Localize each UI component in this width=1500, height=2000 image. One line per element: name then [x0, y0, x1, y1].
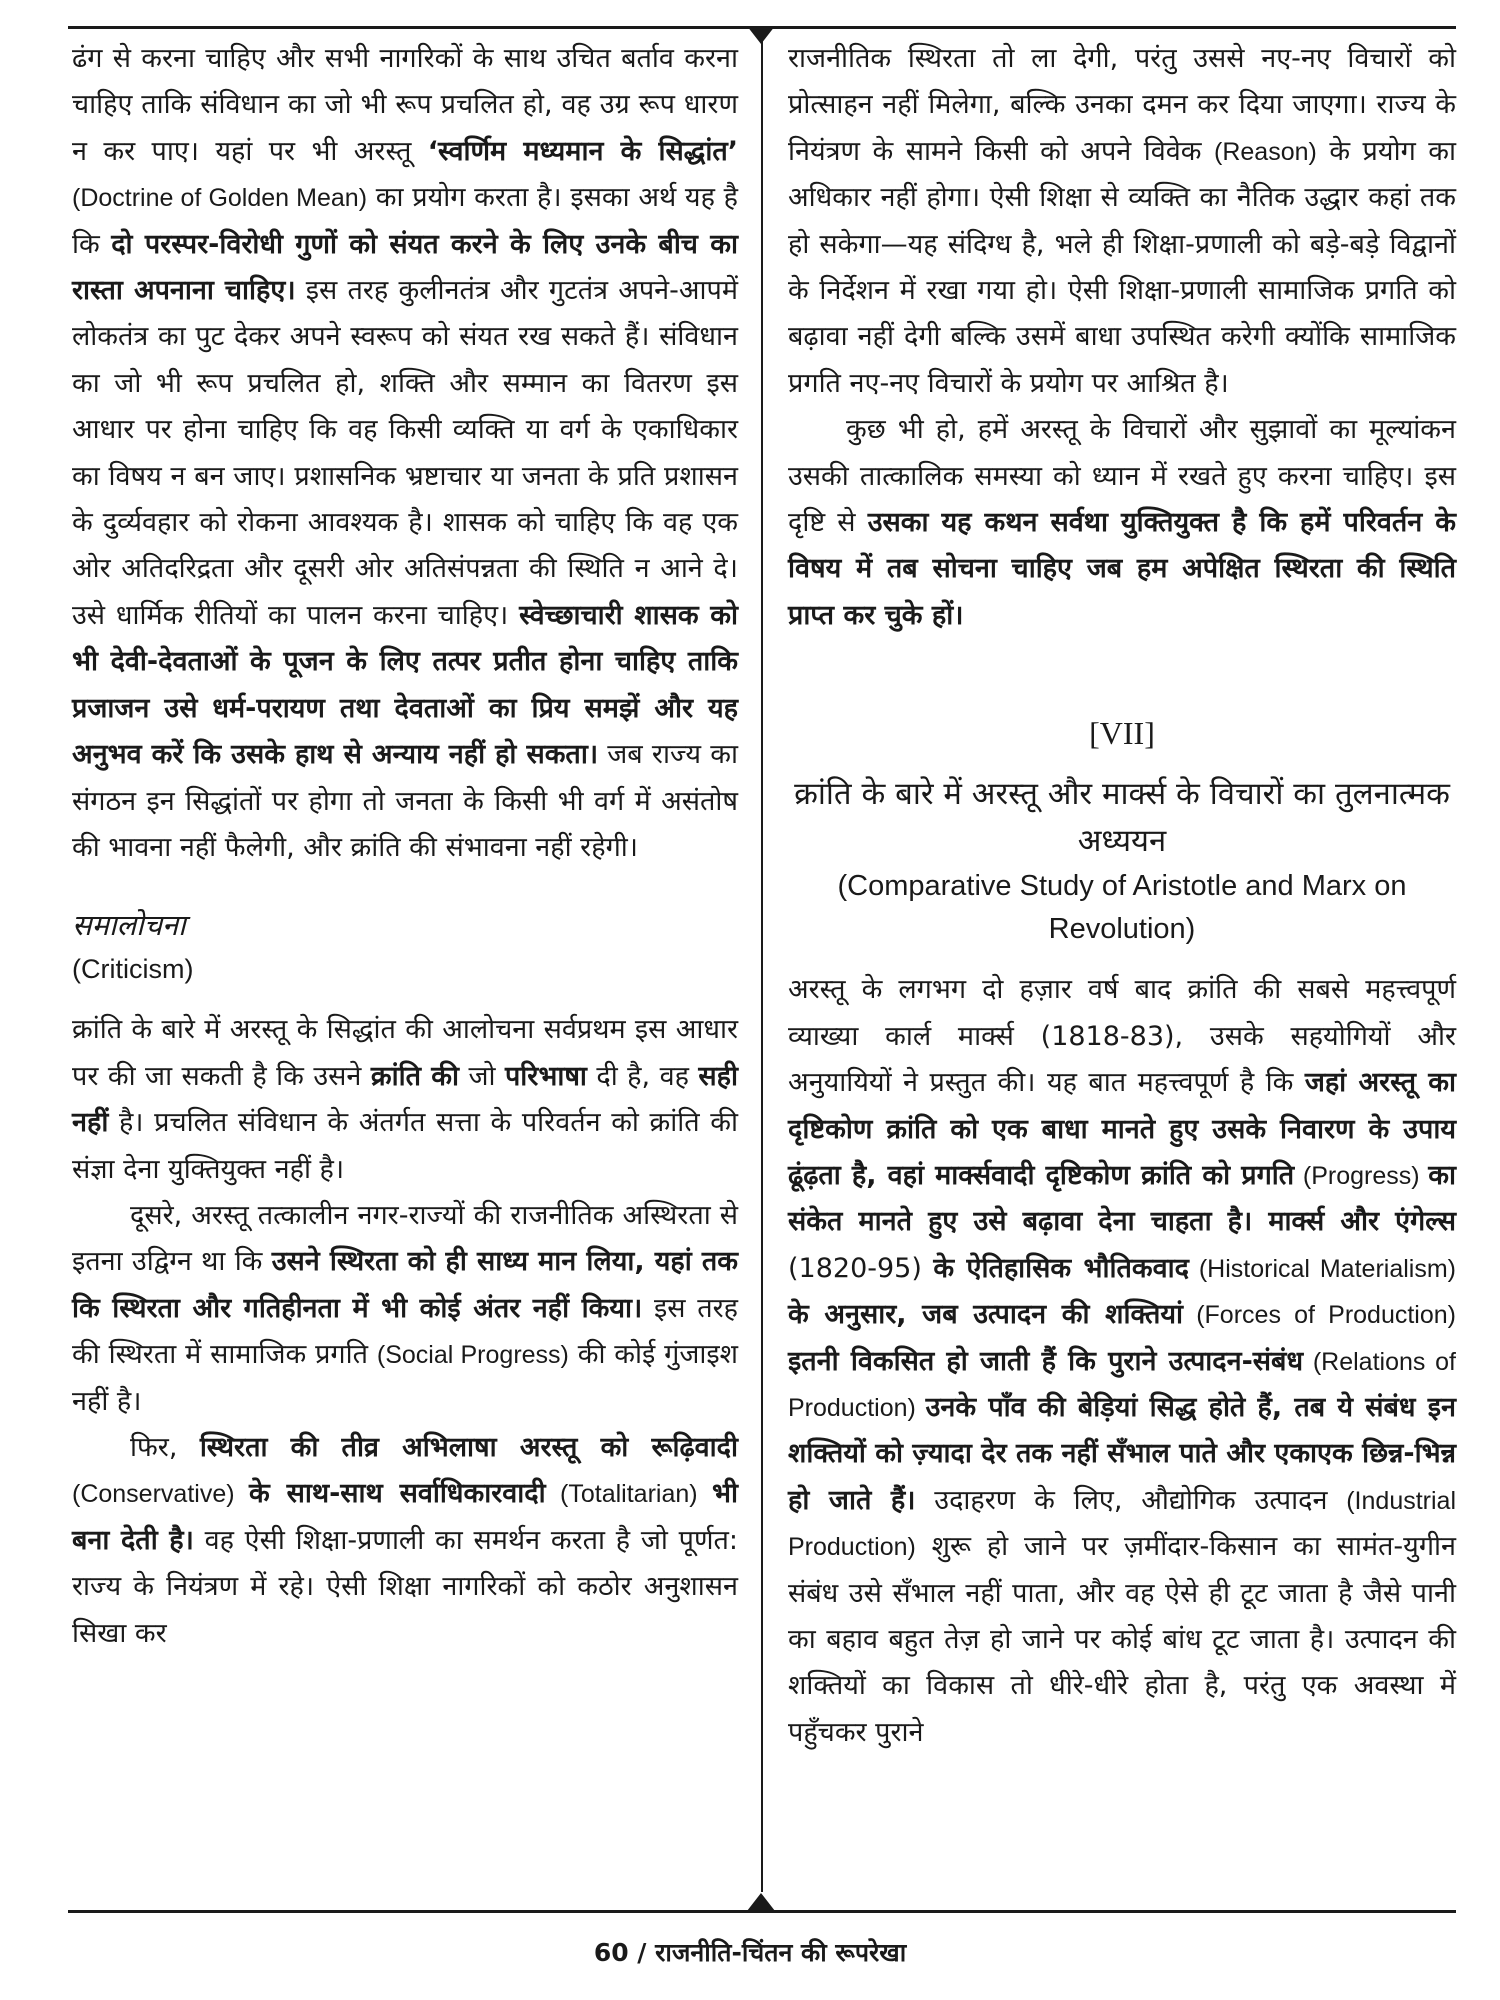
text-segment: (Social Progress): [376, 1341, 569, 1370]
bold-text-segment: परिभाषा: [504, 1060, 587, 1092]
right-column: [788, 36, 1456, 1756]
right-paragraph-1: [788, 36, 1456, 407]
bold-text-segment: उनके पाँव की बेड़ियां सिद्ध होते हैं, तब ये संबंध इन शक्तियों को ज़्यादा देर तक नहीं सँभाल पाते और एकाएक छिन्न-भिन्न हो जाते हैं।: [788, 1391, 1456, 1516]
text-segment: जब राज्य का संगठन इन सिद्धांतों पर होगा तो जनता के किसी भी वर्ग में असंतोष की भावना नहीं फैलेगी, और क्रांति की संभावना नहीं रहेगी।: [72, 739, 738, 863]
criticism-heading: [72, 903, 738, 991]
text-segment: जो: [459, 1060, 505, 1092]
text-segment: है। प्रचलित संविधान के अंतर्गत सत्ता के परिवर्तन को क्रांति की संज्ञा देना युक्तियुक्त नहीं है।: [72, 1107, 738, 1185]
text-segment: कुछ भी हो, हमें अरस्तू के विचारों और सुझावों का मूल्यांकन उसकी तात्कालिक समस्या को ध्यान में रखते हुए करना चाहिए। इस दृष्टि से: [788, 414, 1456, 539]
text-segment: (Totalitarian): [545, 1480, 713, 1509]
text-segment: के प्रयोग का अधिकार नहीं होगा। ऐसी शिक्षा से व्यक्ति का नैतिक उद्धार कहां तक हो सकेगा—यह संदिग्ध है, भले ही शिक्षा-प्रणाली को बड़े-बड़े विद्वानों के निर्देशन में रखा गया हो। ऐसी शिक्षा-प्रणाली सामाजिक प्रगति को बढ़ावा नहीं देगी बल्कि उसमें बाधा उपस्थित करेगी क्योंकि सामाजिक प्रगति नए-नए विचारों के प्रयोग पर आश्रित है।: [788, 135, 1456, 399]
bold-text-segment: उसने स्थिरता को ही साध्य मान लिया, यहां तक कि स्थिरता और गतिहीनता में भी कोई अंतर नहीं किया।: [72, 1246, 738, 1324]
left-paragraph-2: [72, 1007, 738, 1193]
text-segment: की कोई गुंजाइश नहीं है।: [72, 1339, 738, 1417]
text-segment: राजनीतिक स्थिरता तो ला देगी, परंतु उससे नए-नए विचारों को प्रोत्साहन नहीं मिलेगा, बल्कि उनका दमन कर दिया जाएगा। राज्य के नियंत्रण के सामने किसी को अपने विवेक: [788, 43, 1456, 167]
column-divider: [761, 32, 763, 1892]
text-segment: ढंग से करना चाहिए और सभी नागरिकों के साथ उचित बर्ताव करना चाहिए ताकि संविधान का जो भी रूप प्रचलित हो, वह उग्र रूप धारण न कर पाए। यहां पर भी अरस्तू: [72, 43, 738, 167]
section-heading: [788, 709, 1456, 951]
text-segment: (Industrial Production): [788, 1486, 1456, 1562]
text-segment: (Historical Materialism): [1188, 1254, 1456, 1283]
text-segment: (Progress): [1294, 1161, 1429, 1190]
text-segment: क्रांति के बारे में अरस्तू के सिद्धांत की आलोचना सर्वप्रथम इस आधार पर की जा सकती है कि उसने: [72, 1014, 738, 1092]
section-title: क्रांति के बारे में अरस्तू और मार्क्स के विचारों का तुलनात्मक अध्ययन: [794, 776, 1450, 860]
text-segment: (Reason): [1214, 137, 1317, 166]
text-segment: (1820-95): [788, 1252, 934, 1284]
criticism-subtitle: (Criticism): [72, 954, 194, 985]
text-segment: दूसरे, अरस्तू तत्कालीन नगर-राज्यों की राजनीतिक अस्थिरता से इतना उद्विग्न था कि: [72, 1199, 738, 1278]
text-segment: इस तरह की स्थिरता में सामाजिक प्रगति: [72, 1292, 738, 1371]
right-paragraph-3: [788, 967, 1456, 1756]
bold-text-segment: जहां अरस्तू का दृष्टिकोण क्रांति को एक बाधा मानते हुए उसके निवारण के उपाय ढूंढ़ता है, वहां मार्क्सवादी दृष्टिकोण क्रांति को प्रगति: [788, 1067, 1456, 1191]
text-segment: वह ऐसी शिक्षा-प्रणाली का समर्थन करता है जो पूर्णत: राज्य के नियंत्रण में रहे। ऐसी शिक्षा नागरिकों को कठोर अनुशासन सिखा कर: [72, 1524, 738, 1649]
text-segment: उदाहरण के लिए, औद्योगिक उत्पादन: [915, 1484, 1347, 1516]
text-segment: शुरू हो जाने पर ज़मींदार-किसान का सामंत-युगीन संबंध उसे सँभाल नहीं पाता, और वह ऐसे ही टूट जाता है जैसे पानी का बहाव बहुत तेज़ हो जाने पर कोई बांध टूट जाता है। उत्पादन की शक्तियों का विकास तो धीरे-धीरे होता है, परंतु एक अवस्था में पहुँचकर पुराने: [788, 1531, 1456, 1748]
bold-text-segment: स्थिरता की तीव्र अभिलाषा अरस्तू को रूढ़िवादी: [199, 1431, 738, 1463]
text-segment: (Forces of Production): [1183, 1301, 1456, 1330]
bold-text-segment: के अनुसार, जब उत्पादन की शक्तियां: [788, 1299, 1184, 1331]
bold-text-segment: भी बना देती है।: [72, 1478, 738, 1556]
section-subtitle: (Comparative Study of Aristotle and Marx on Revolution): [837, 870, 1407, 946]
left-paragraph-4: [72, 1425, 738, 1657]
bold-text-segment: उसका यह कथन सर्वथा युक्तियुक्त है कि हमें परिवर्तन के विषय में तब सोचना चाहिए जब हम अपेक्षित स्थिरता की स्थिति प्राप्त कर चुके हों।: [788, 507, 1457, 631]
criticism-title: समालोचना: [72, 908, 186, 943]
bold-text-segment: के ऐतिहासिक भौतिकवाद: [933, 1252, 1189, 1284]
text-segment: फिर,: [130, 1431, 200, 1463]
bold-text-segment: का संकेत मानते हुए उसे बढ़ावा देना चाहता है। मार्क्स और एंगेल्स: [788, 1159, 1456, 1238]
bottom-rule-marker: [747, 1893, 775, 1911]
left-paragraph-3: [72, 1193, 738, 1425]
right-paragraph-2: [788, 407, 1456, 639]
text-segment: (Conservative): [72, 1480, 249, 1509]
text-segment: (Doctrine of Golden Mean): [72, 184, 368, 213]
text-segment: अरस्तू के लगभग दो हज़ार वर्ष बाद क्रांति की सबसे महत्त्वपूर्ण व्याख्या कार्ल मार्क्स (1818-83), उसके सहयोगियों और अनुयायियों ने प्रस्तुत की। यह बात महत्त्वपूर्ण है कि: [788, 974, 1456, 1099]
bold-text-segment: के साथ-साथ सर्वाधिकारवादी: [248, 1478, 546, 1510]
text-segment: इस तरह कुलीनतंत्र और गुटतंत्र अपने-आपमें लोकतंत्र का पुट देकर अपने स्वरूप को संयत रख सकते हैं। संविधान का जो भी रूप प्रचलित हो, शक्ति और सम्मान का वितरण इस आधार पर होना चाहिए कि वह किसी व्यक्ति या वर्ग के एकाधिकार का विषय न बन जाए। प्रशासनिक भ्रष्टाचार या जनता के प्रति प्रशासन के दुर्व्यवहार को रोकना आवश्यक है। शासक को चाहिए कि वह एक ओर अतिदरिद्रता और दूसरी ओर अतिसंपन्नता की स्थिति न आने दे। उसे धार्मिक रीतियों का पालन करना चाहिए।: [72, 275, 738, 631]
bold-text-segment: इतनी विकसित हो जाती हैं कि पुराने उत्पादन-संबंध: [788, 1345, 1304, 1377]
left-paragraph-1: [72, 36, 738, 871]
page-footer: 60 / राजनीति-चिंतन की रूपरेखा: [593, 1938, 907, 1967]
text-segment: का प्रयोग करता है। इसका अर्थ यह है कि: [72, 182, 738, 260]
text-segment: (Relations of Production): [788, 1347, 1456, 1422]
bold-text-segment: क्रांति की: [370, 1060, 459, 1092]
bold-text-segment: ‘स्वर्णिम मध्यमान के सिद्धांत’: [427, 135, 738, 167]
bold-text-segment: स्वेच्छाचारी शासक को भी देवी-देवताओं के पूजन के लिए तत्पर प्रतीत होना चाहिए ताकि प्रजाजन उसे धर्म-परायण तथा देवताओं का प्रिय समझें और यह अनुभव करें कि उसके हाथ से अन्याय नहीं हो सकता।: [72, 599, 738, 771]
bold-text-segment: दो परस्पर-विरोधी गुणों को संयत करने के लिए उनके बीच का रास्ता अपनाना चाहिए।: [72, 228, 738, 307]
text-segment: दी है, वह: [586, 1060, 699, 1092]
bold-text-segment: सही नहीं: [72, 1060, 738, 1139]
section-number: [VII]: [1089, 715, 1155, 752]
left-column: [72, 36, 738, 1657]
